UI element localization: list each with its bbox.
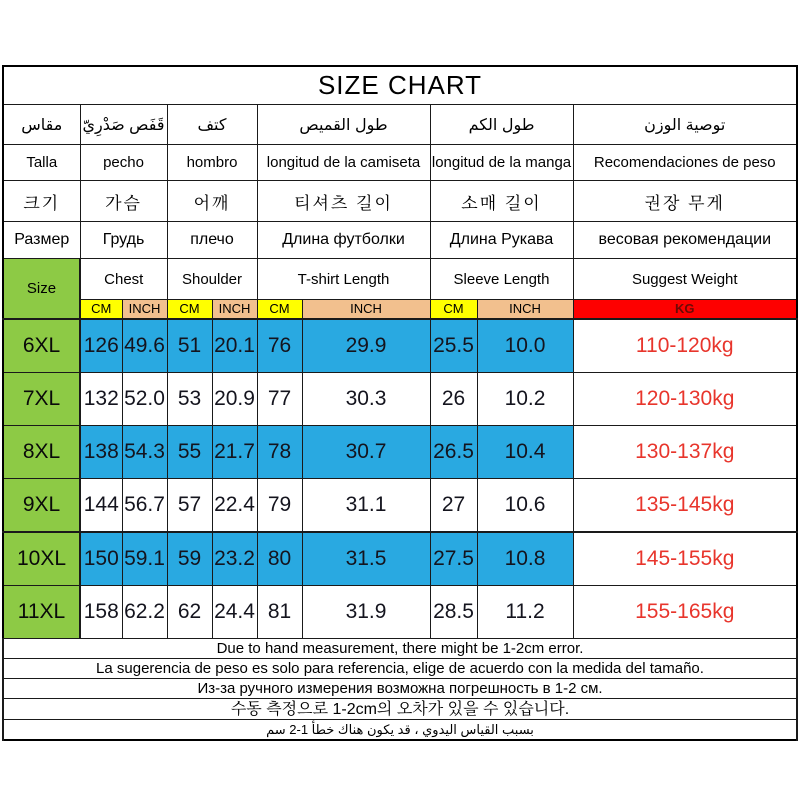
size-label: 10XL bbox=[3, 532, 80, 586]
unit-tshirt-inch: INCH bbox=[302, 300, 430, 320]
tshirt-inch-value: 31.1 bbox=[302, 479, 430, 533]
sleeve-cm-value: 27 bbox=[430, 479, 477, 533]
size-row-8xl bbox=[3, 426, 797, 479]
header-row-english bbox=[3, 259, 797, 300]
tshirt-cm-value: 76 bbox=[257, 319, 302, 373]
header-korean-weight: 권장 무게 bbox=[573, 181, 797, 222]
shoulder-cm-value: 62 bbox=[167, 586, 212, 639]
tshirt-cm-value: 79 bbox=[257, 479, 302, 533]
header-arabic-size: مقاس bbox=[3, 105, 80, 145]
header-spanish-chest: pecho bbox=[80, 145, 167, 181]
chest-cm-value: 126 bbox=[80, 319, 122, 373]
unit-shoulder-cm: CM bbox=[167, 300, 212, 320]
sleeve-inch-value: 10.2 bbox=[477, 373, 573, 426]
chest-cm-value: 132 bbox=[80, 373, 122, 426]
header-russian-size: Размер bbox=[3, 222, 80, 259]
header-russian-chest: Грудь bbox=[80, 222, 167, 259]
header-korean-shoulder: 어깨 bbox=[167, 181, 257, 222]
note-row-arabic bbox=[3, 720, 797, 741]
shoulder-inch-value: 22.4 bbox=[212, 479, 257, 533]
shoulder-inch-value: 24.4 bbox=[212, 586, 257, 639]
unit-weight-kg: KG bbox=[573, 300, 797, 320]
chest-inch-value: 52.0 bbox=[122, 373, 167, 426]
size-row-7xl bbox=[3, 373, 797, 426]
note-english: Due to hand measurement, there might be 1-2cm error. bbox=[3, 639, 797, 659]
header-row-arabic bbox=[3, 105, 797, 145]
chest-inch-value: 49.6 bbox=[122, 319, 167, 373]
unit-shoulder-inch: INCH bbox=[212, 300, 257, 320]
note-arabic: بسبب القياس اليدوي ، قد يكون هناك خطأ 1-2 سم bbox=[3, 720, 797, 741]
header-arabic-tshirt-length: طول القميص bbox=[257, 105, 430, 145]
suggest-weight-value: 145-155kg bbox=[573, 532, 797, 586]
header-english-tshirt-length: T-shirt Length bbox=[257, 259, 430, 300]
header-korean-chest: 가슴 bbox=[80, 181, 167, 222]
size-label: 7XL bbox=[3, 373, 80, 426]
shoulder-inch-value: 20.9 bbox=[212, 373, 257, 426]
tshirt-cm-value: 81 bbox=[257, 586, 302, 639]
size-row-9xl bbox=[3, 479, 797, 533]
note-spanish: La sugerencia de peso es solo para referencia, elige de acuerdo con la medida del tamaño. bbox=[3, 659, 797, 679]
page-title: SIZE CHART bbox=[3, 66, 797, 105]
chest-cm-value: 158 bbox=[80, 586, 122, 639]
shoulder-cm-value: 59 bbox=[167, 532, 212, 586]
header-spanish-size: Talla bbox=[3, 145, 80, 181]
shoulder-cm-value: 51 bbox=[167, 319, 212, 373]
note-korean: 수동 측정으로 1-2cm의 오차가 있을 수 있습니다. bbox=[3, 699, 797, 720]
shoulder-inch-value: 20.1 bbox=[212, 319, 257, 373]
tshirt-inch-value: 30.7 bbox=[302, 426, 430, 479]
shoulder-cm-value: 53 bbox=[167, 373, 212, 426]
header-arabic-shoulder: كتف bbox=[167, 105, 257, 145]
chest-inch-value: 59.1 bbox=[122, 532, 167, 586]
sleeve-inch-value: 10.0 bbox=[477, 319, 573, 373]
header-english-chest: Chest bbox=[80, 259, 167, 300]
sleeve-cm-value: 26 bbox=[430, 373, 477, 426]
tshirt-cm-value: 77 bbox=[257, 373, 302, 426]
header-korean-size: 크기 bbox=[3, 181, 80, 222]
sleeve-inch-value: 10.8 bbox=[477, 532, 573, 586]
shoulder-cm-value: 57 bbox=[167, 479, 212, 533]
unit-chest-cm: CM bbox=[80, 300, 122, 320]
header-english-shoulder: Shoulder bbox=[167, 259, 257, 300]
unit-tshirt-cm: CM bbox=[257, 300, 302, 320]
unit-sleeve-cm: CM bbox=[430, 300, 477, 320]
size-row-11xl bbox=[3, 586, 797, 639]
header-korean-tshirt-length: 티셔츠 길이 bbox=[257, 181, 430, 222]
header-arabic-sleeve-length: طول الكم bbox=[430, 105, 573, 145]
suggest-weight-value: 110-120kg bbox=[573, 319, 797, 373]
title-row bbox=[3, 66, 797, 105]
header-english-size: Size bbox=[3, 259, 80, 320]
note-row-korean bbox=[3, 699, 797, 720]
sleeve-cm-value: 25.5 bbox=[430, 319, 477, 373]
header-russian-tshirt-length: Длина футболки bbox=[257, 222, 430, 259]
suggest-weight-value: 155-165kg bbox=[573, 586, 797, 639]
size-label: 9XL bbox=[3, 479, 80, 533]
tshirt-inch-value: 31.9 bbox=[302, 586, 430, 639]
size-chart-table bbox=[2, 65, 798, 741]
header-spanish-tshirt-length: longitud de la camiseta bbox=[257, 145, 430, 181]
header-english-sleeve-length: Sleeve Length bbox=[430, 259, 573, 300]
note-row-russian bbox=[3, 679, 797, 699]
header-row-korean bbox=[3, 181, 797, 222]
header-english-weight: Suggest Weight bbox=[573, 259, 797, 300]
note-row-english bbox=[3, 639, 797, 659]
chest-cm-value: 144 bbox=[80, 479, 122, 533]
header-russian-sleeve-length: Длина Рукава bbox=[430, 222, 573, 259]
header-row-spanish bbox=[3, 145, 797, 181]
chest-inch-value: 56.7 bbox=[122, 479, 167, 533]
tshirt-cm-value: 78 bbox=[257, 426, 302, 479]
shoulder-inch-value: 21.7 bbox=[212, 426, 257, 479]
header-arabic-weight: توصية الوزن bbox=[573, 105, 797, 145]
size-label: 8XL bbox=[3, 426, 80, 479]
chest-inch-value: 54.3 bbox=[122, 426, 167, 479]
sleeve-inch-value: 10.4 bbox=[477, 426, 573, 479]
chest-inch-value: 62.2 bbox=[122, 586, 167, 639]
size-label: 11XL bbox=[3, 586, 80, 639]
size-row-10xl bbox=[3, 532, 797, 586]
tshirt-cm-value: 80 bbox=[257, 532, 302, 586]
sleeve-cm-value: 26.5 bbox=[430, 426, 477, 479]
unit-row bbox=[3, 300, 797, 320]
unit-chest-inch: INCH bbox=[122, 300, 167, 320]
tshirt-inch-value: 29.9 bbox=[302, 319, 430, 373]
size-label: 6XL bbox=[3, 319, 80, 373]
sleeve-inch-value: 11.2 bbox=[477, 586, 573, 639]
header-korean-sleeve-length: 소매 길이 bbox=[430, 181, 573, 222]
tshirt-inch-value: 31.5 bbox=[302, 532, 430, 586]
sleeve-inch-value: 10.6 bbox=[477, 479, 573, 533]
header-spanish-sleeve-length: longitud de la manga bbox=[430, 145, 573, 181]
suggest-weight-value: 120-130kg bbox=[573, 373, 797, 426]
header-spanish-shoulder: hombro bbox=[167, 145, 257, 181]
suggest-weight-value: 135-145kg bbox=[573, 479, 797, 533]
shoulder-cm-value: 55 bbox=[167, 426, 212, 479]
shoulder-inch-value: 23.2 bbox=[212, 532, 257, 586]
note-russian: Из-за ручного измерения возможна погрешность в 1-2 см. bbox=[3, 679, 797, 699]
tshirt-inch-value: 30.3 bbox=[302, 373, 430, 426]
header-spanish-weight: Recomendaciones de peso bbox=[573, 145, 797, 181]
header-russian-weight: весовая рекомендации bbox=[573, 222, 797, 259]
header-russian-shoulder: плечо bbox=[167, 222, 257, 259]
unit-sleeve-inch: INCH bbox=[477, 300, 573, 320]
note-row-spanish bbox=[3, 659, 797, 679]
suggest-weight-value: 130-137kg bbox=[573, 426, 797, 479]
header-row-russian bbox=[3, 222, 797, 259]
sleeve-cm-value: 28.5 bbox=[430, 586, 477, 639]
size-row-6xl bbox=[3, 319, 797, 373]
chest-cm-value: 138 bbox=[80, 426, 122, 479]
sleeve-cm-value: 27.5 bbox=[430, 532, 477, 586]
header-arabic-chest: قَفَص صَدْرِيّ bbox=[80, 105, 167, 145]
chest-cm-value: 150 bbox=[80, 532, 122, 586]
